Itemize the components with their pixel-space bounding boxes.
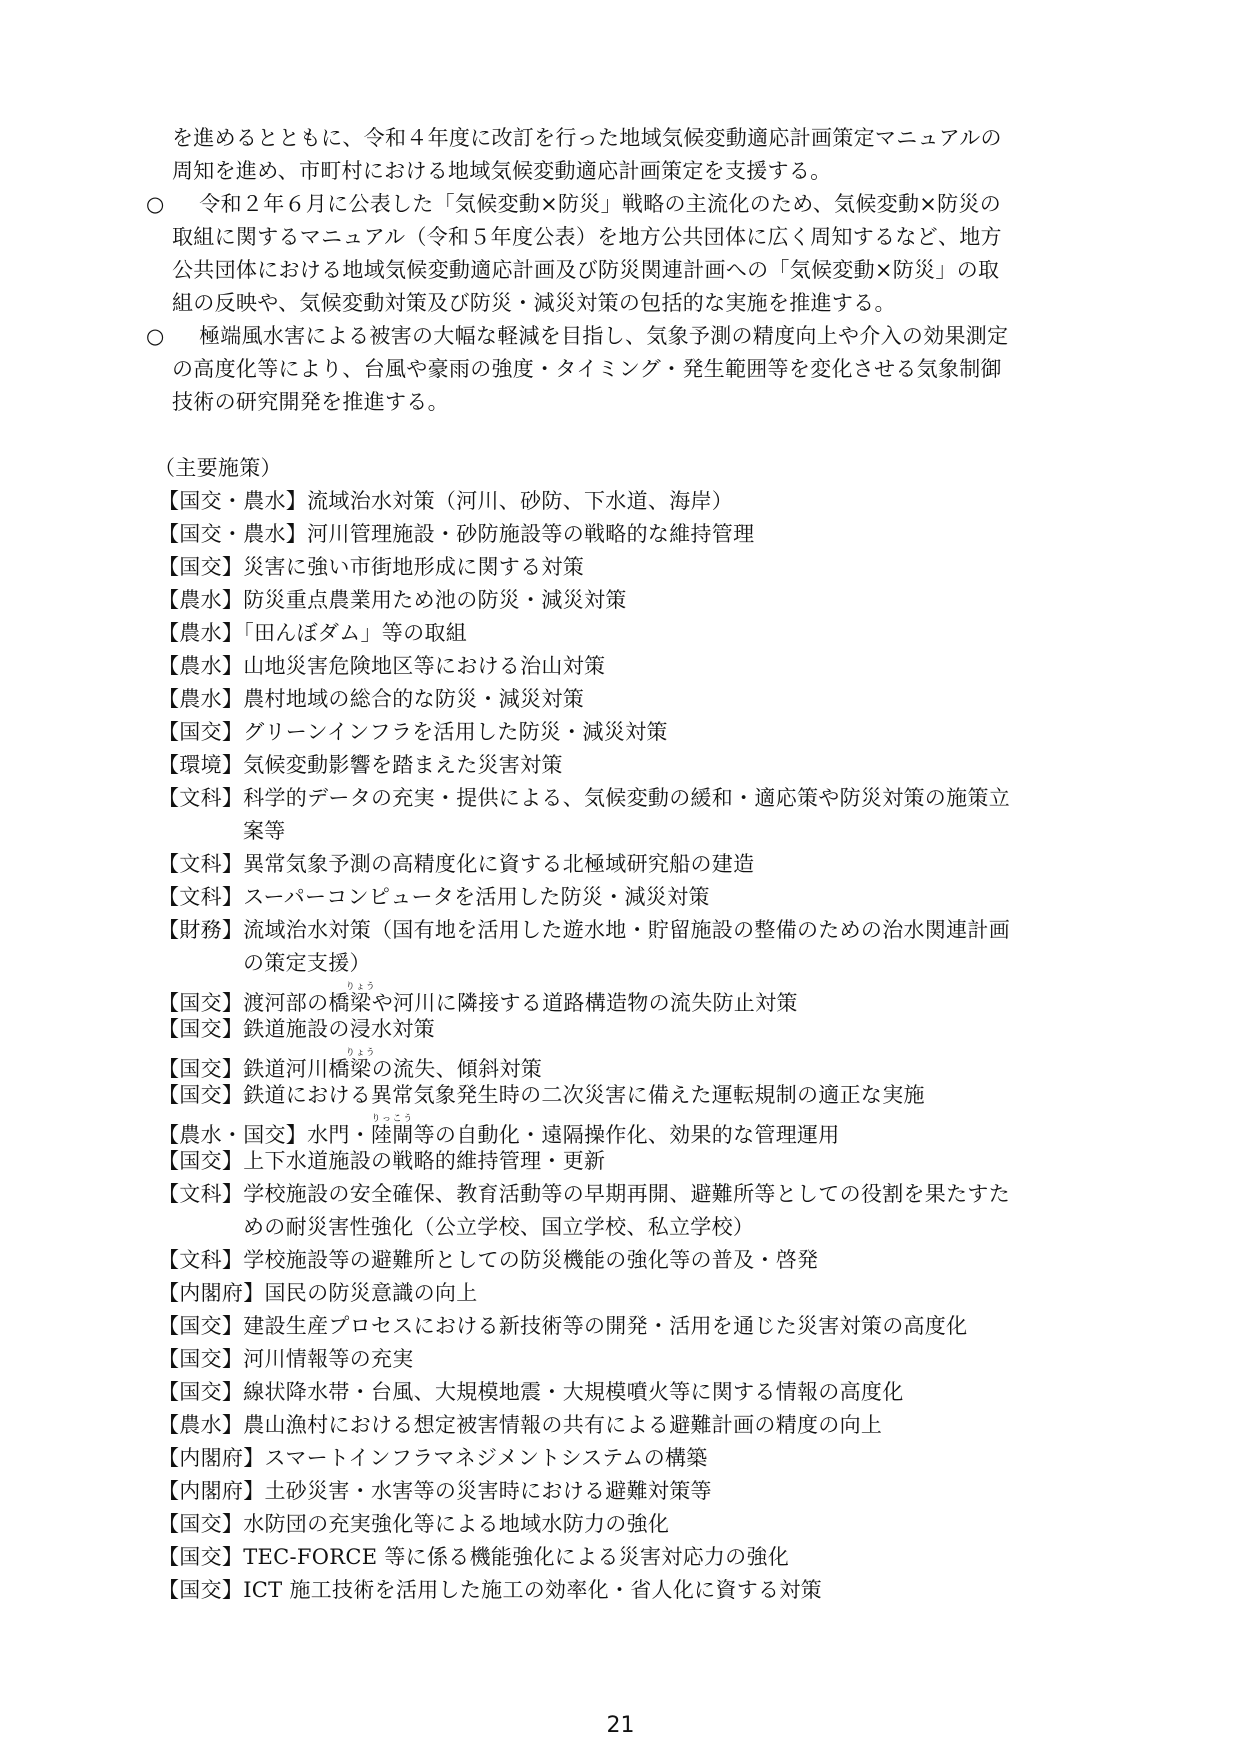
measure-item: 【国交】上下水道施設の戦略的維持管理・更新 <box>158 1149 606 1173</box>
ruby-term <box>345 982 376 1015</box>
measure-item: 【国交・農水】流域治水対策（河川、砂防、下水道、海岸） <box>158 489 734 513</box>
measure-item: 【文科】スーパーコンピュータを活用した防災・減災対策 <box>158 885 710 909</box>
measure-item: 【内閣府】国民の防災意識の向上 <box>158 1281 478 1305</box>
measure-text: 【国交】鉄道河川橋 <box>158 1057 350 1081</box>
measure-item-continuation: めの耐災害性強化（公立学校、国立学校、私立学校） <box>243 1215 755 1239</box>
measure-item: 【農水】農山漁村における想定被害情報の共有による避難計画の精度の向上 <box>158 1413 883 1437</box>
measure-item: 【国交】線状降水帯・台風、大規模地震・大規模噴火等に関する情報の高度化 <box>158 1380 904 1404</box>
measure-item: 【国交】建設生産プロセスにおける新技術等の開発・活用を通じた災害対策の高度化 <box>158 1314 968 1338</box>
measure-item-continuation: の策定支援） <box>243 951 371 975</box>
bullet-mark: ○ <box>146 324 165 348</box>
measure-text: 【国交】渡河部の橋 <box>158 991 350 1015</box>
measure-item: 【農水】山地災害危険地区等における治山対策 <box>158 654 606 678</box>
measure-text: 等の自動化・遠隔操作化、効果的な管理運用 <box>413 1123 840 1147</box>
bullet2-line-2: の高度化等により、台風や豪雨の強度・タイミング・発生範囲等を変化させる気象制御 <box>172 357 1002 381</box>
ruby-term <box>371 1114 414 1147</box>
bullet-mark: ○ <box>146 192 165 216</box>
measure-item: 【文科】科学的データの充実・提供による、気候変動の緩和・適応策や防災対策の施策立 <box>158 786 1010 810</box>
measure-item-continuation: 案等 <box>243 819 286 843</box>
ruby-reading: りょう <box>345 1048 376 1058</box>
measure-item <box>158 982 798 1017</box>
measure-item: 【文科】学校施設の安全確保、教育活動等の早期再開、避難所等としての役割を果たすた <box>158 1182 1010 1206</box>
measure-item: 【財務】流域治水対策（国有地を活用した遊水地・貯留施設の整備のための治水関連計画 <box>158 918 1010 942</box>
measure-item: 【国交】水防団の充実強化等による地域水防力の強化 <box>158 1512 670 1536</box>
measure-item <box>158 1048 542 1083</box>
measure-text: の流失、傾斜対策 <box>371 1057 543 1081</box>
measure-text: や河川に隣接する道路構造物の流失防止対策 <box>371 991 798 1015</box>
ruby-reading: りょう <box>345 982 376 992</box>
intro-line-1: を進めるとともに、令和４年度に改訂を行った地域気候変動適応計画策定マニュアルの <box>172 126 1002 150</box>
section-heading: （主要施策） <box>154 456 282 480</box>
ruby-base: 梁 <box>345 1057 376 1081</box>
bullet2-line-3: 技術の研究開発を推進する。 <box>172 390 449 414</box>
measure-item: 【国交】TEC-FORCE 等に係る機能強化による災害対応力の強化 <box>158 1545 790 1569</box>
measure-item: 【農水】防災重点農業用ため池の防災・減災対策 <box>158 588 627 612</box>
measure-item: 【内閣府】土砂災害・水害等の災害時における避難対策等 <box>158 1479 712 1503</box>
measure-item: 【国交】ICT 施工技術を活用した施工の効率化・省人化に資する対策 <box>158 1578 822 1602</box>
ruby-reading: りっこう <box>371 1114 414 1124</box>
intro-line-2: 周知を進め、市町村における地域気候変動適応計画策定を支援する。 <box>172 159 832 183</box>
measure-item: 【農水】「田んぼダム」等の取組 <box>158 621 467 645</box>
bullet1-line-4: 組の反映や、気候変動対策及び防災・減災対策の包括的な実施を推進する。 <box>172 291 896 315</box>
ruby-base: 梁 <box>345 991 376 1015</box>
measure-text: 【農水・国交】水門・ <box>158 1123 371 1147</box>
measure-item: 【文科】学校施設等の避難所としての防災機能の強化等の普及・啓発 <box>158 1248 819 1272</box>
bullet1-line-1: 令和２年６月に公表した「気候変動×防災」戦略の主流化のため、気候変動×防災の <box>178 192 1002 216</box>
bullet1-line-2: 取組に関するマニュアル（令和５年度公表）を地方公共団体に広く周知するなど、地方 <box>172 225 1002 249</box>
ruby-term <box>345 1048 376 1081</box>
measure-item <box>158 1114 840 1149</box>
measure-item: 【環境】気候変動影響を踏まえた災害対策 <box>158 753 563 777</box>
measure-item: 【国交】災害に強い市街地形成に関する対策 <box>158 555 584 579</box>
measure-item: 【国交・農水】河川管理施設・砂防施設等の戦略的な維持管理 <box>158 522 755 546</box>
measure-item: 【国交】河川情報等の充実 <box>158 1347 414 1371</box>
measure-item: 【文科】異常気象予測の高精度化に資する北極域研究船の建造 <box>158 852 755 876</box>
measure-item: 【国交】鉄道施設の浸水対策 <box>158 1017 435 1041</box>
measure-item: 【内閣府】スマートインフラマネジメントシステムの構築 <box>158 1446 708 1470</box>
page-number: 21 <box>606 1713 635 1738</box>
bullet2-line-1: 極端風水害による被害の大幅な軽減を目指し、気象予測の精度向上や介入の効果測定 <box>199 324 1009 348</box>
bullet1-line-3: 公共団体における地域気候変動適応計画及び防災関連計画への「気候変動×防災」の取 <box>172 258 1000 282</box>
measure-item: 【国交】グリーンインフラを活用した防災・減災対策 <box>158 720 668 744</box>
measure-item: 【農水】農村地域の総合的な防災・減災対策 <box>158 687 584 711</box>
ruby-base: 陸閘 <box>371 1123 414 1147</box>
measure-item: 【国交】鉄道における異常気象発生時の二次災害に備えた運転規制の適正な実施 <box>158 1083 925 1107</box>
